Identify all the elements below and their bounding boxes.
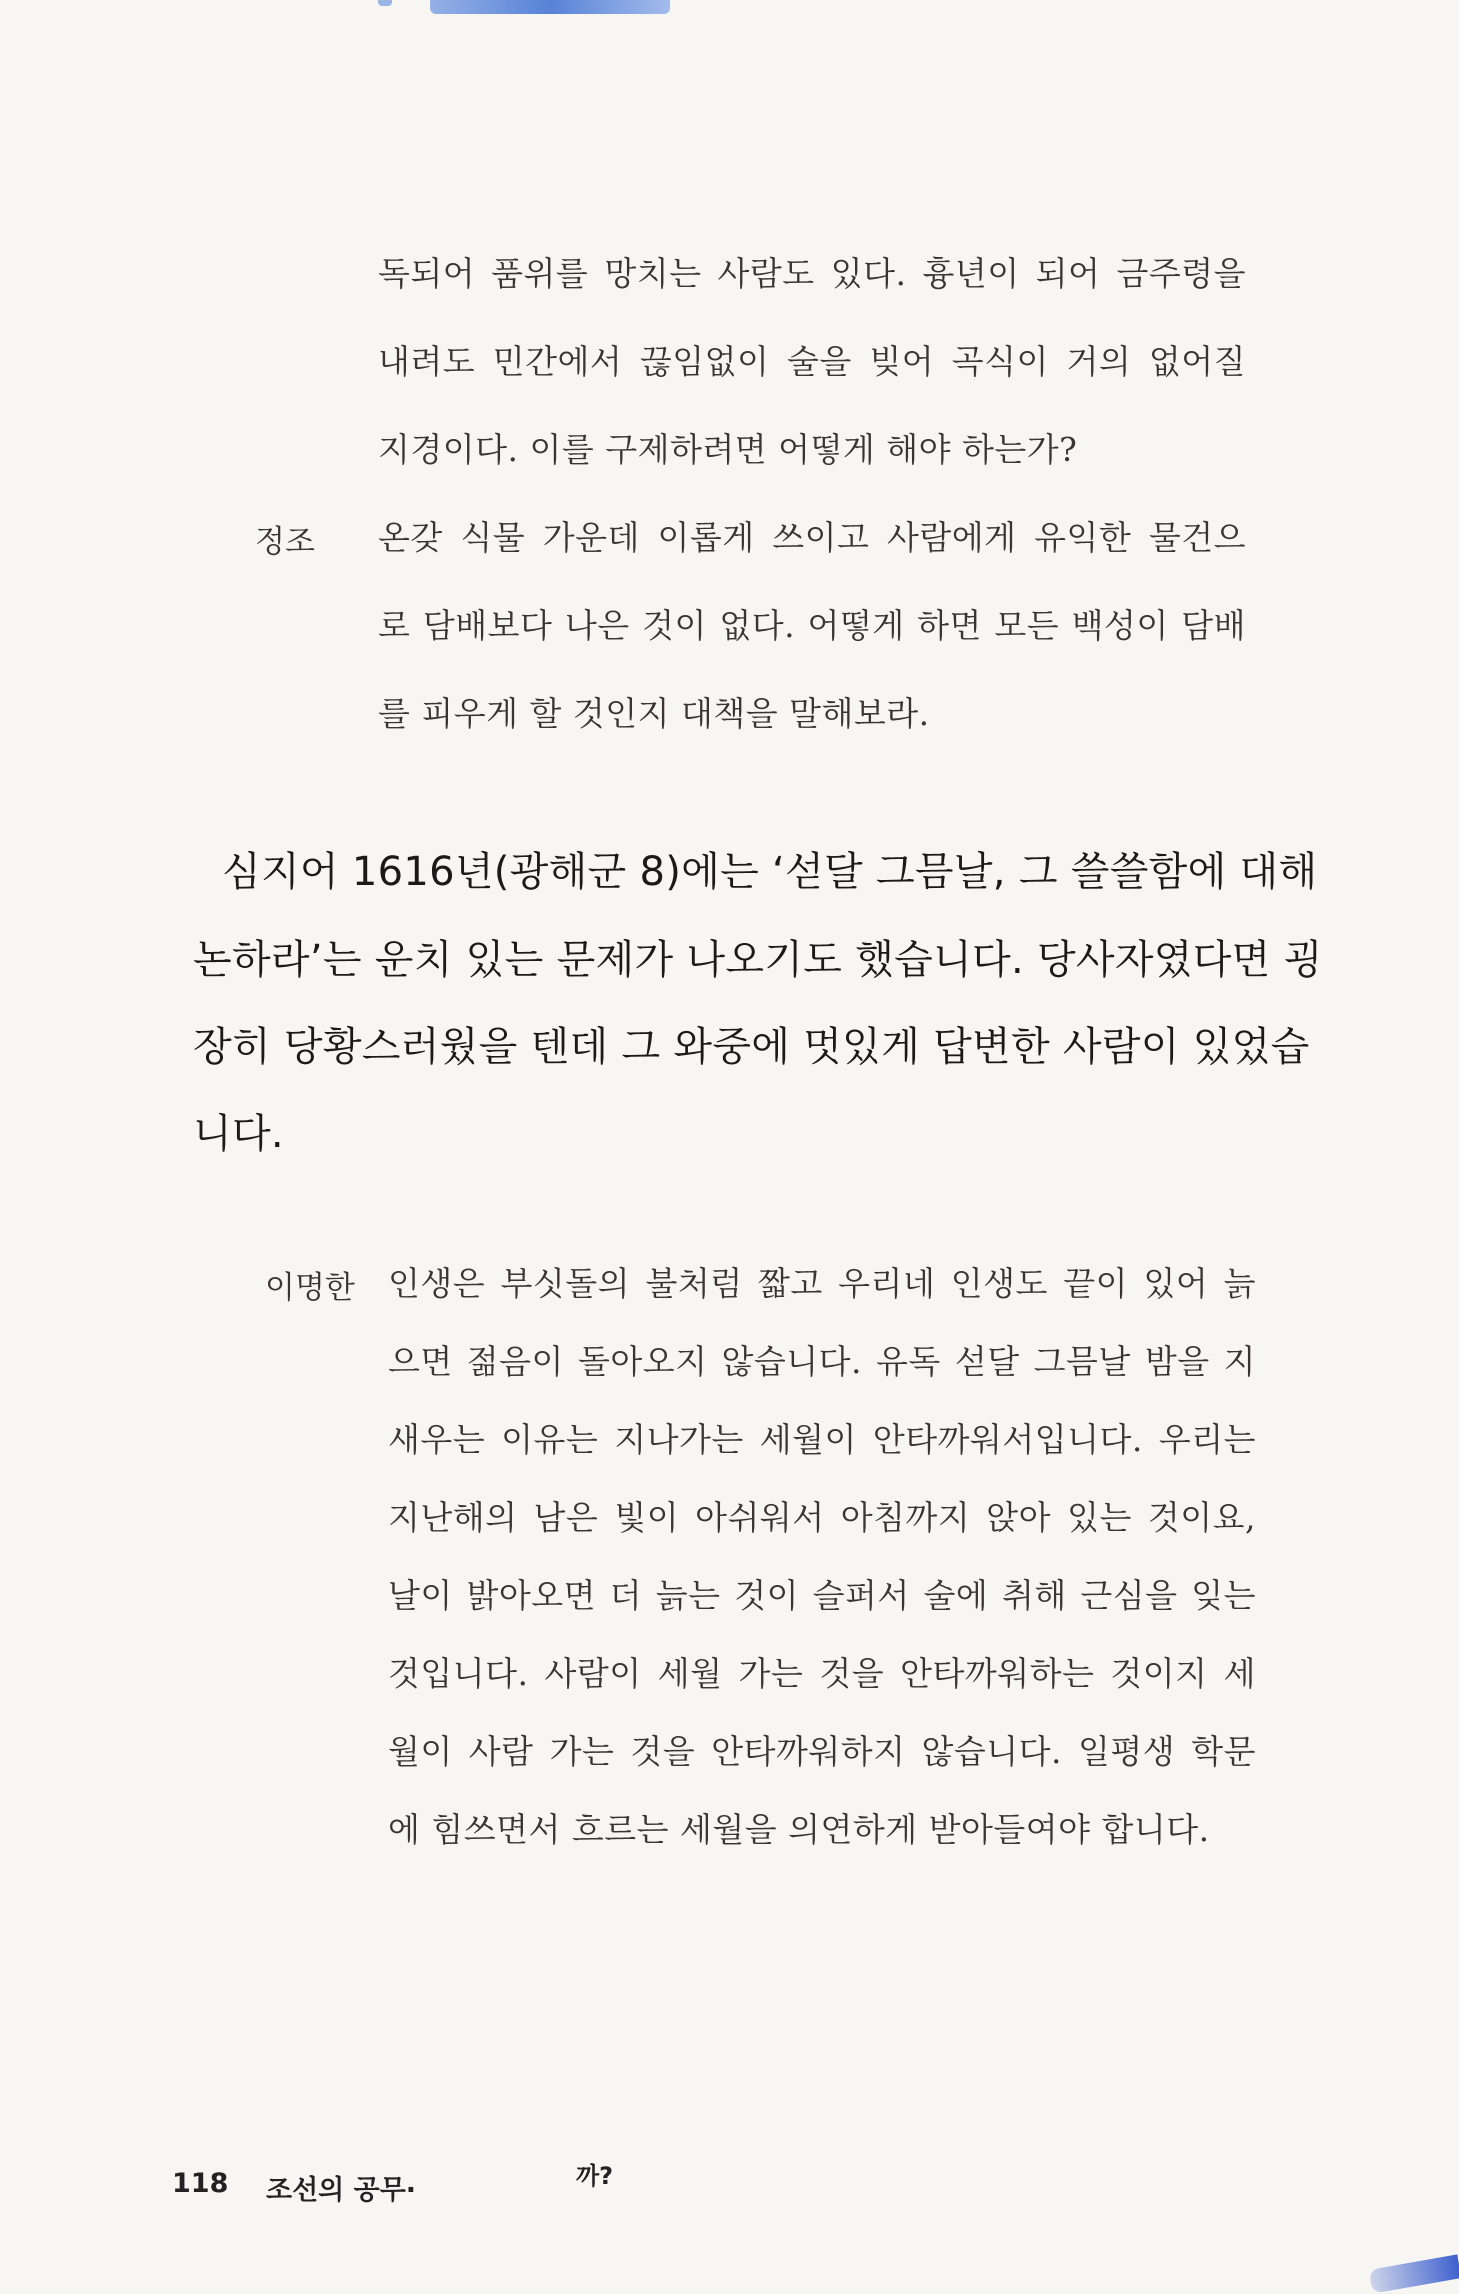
quote-line: 으면 젊음이 돌아오지 않습니다. 유독 섣달 그믐날 밤을 지 bbox=[388, 1342, 1256, 1381]
body-line: 심지어 1616년(광해군 8)에는 ‘섣달 그믐날, 그 쓸쓸함에 대해 bbox=[222, 849, 1318, 895]
body-line: 논하라’는 운치 있는 문제가 나오기도 했습니다. 당사자였다면 굉 bbox=[193, 937, 1323, 983]
speaker-name: 이명한 bbox=[265, 1270, 355, 1306]
quote-line: 로 담배보다 나은 것이 없다. 어떻게 하면 모든 백성이 담배 bbox=[378, 606, 1246, 645]
bleed-through-text: 까? bbox=[576, 2162, 614, 2190]
quote-line: 것입니다. 사람이 세월 가는 것을 안타까워하는 것이지 세 bbox=[388, 1654, 1256, 1693]
speaker-name: 정조 bbox=[255, 524, 315, 560]
quote-line: 를 피우게 할 것인지 대책을 말해보라. bbox=[378, 694, 930, 733]
quote-line: 내려도 민간에서 끊임없이 술을 빚어 곡식이 거의 없어질 bbox=[378, 342, 1246, 381]
quote-line: 지경이다. 이를 구제하려면 어떻게 해야 하는가? bbox=[378, 430, 1078, 469]
page-number: 118 bbox=[172, 2168, 229, 2199]
quote-line: 온갖 식물 가운데 이롭게 쓰이고 사람에게 유익한 물건으 bbox=[378, 518, 1246, 557]
quote-line: 지난해의 남은 빛이 아쉬워서 아침까지 앉아 있는 것이요, bbox=[388, 1498, 1256, 1537]
ink-mark bbox=[1369, 2254, 1459, 2293]
quote-line: 날이 밝아오면 더 늙는 것이 슬퍼서 술에 취해 근심을 잊는 bbox=[388, 1576, 1256, 1615]
quote-line: 인생은 부싯돌의 불처럼 짧고 우리네 인생도 끝이 있어 늙 bbox=[388, 1264, 1256, 1303]
highlighter-mark bbox=[430, 0, 670, 14]
running-title: 조선의 공무· bbox=[266, 2175, 417, 2206]
quote-line: 새우는 이유는 지나가는 세월이 안타까워서입니다. 우리는 bbox=[388, 1420, 1256, 1459]
quote-line: 독되어 품위를 망치는 사람도 있다. 흉년이 되어 금주령을 bbox=[378, 254, 1246, 293]
ink-mark bbox=[378, 0, 392, 6]
quote-line: 월이 사람 가는 것을 안타까워하지 않습니다. 일평생 학문 bbox=[388, 1732, 1256, 1771]
quote-line: 에 힘쓰면서 흐르는 세월을 의연하게 받아들여야 합니다. bbox=[388, 1810, 1210, 1849]
body-line: 니다. bbox=[193, 1111, 284, 1157]
body-line: 장히 당황스러웠을 텐데 그 와중에 멋있게 답변한 사람이 있었습 bbox=[193, 1024, 1310, 1070]
